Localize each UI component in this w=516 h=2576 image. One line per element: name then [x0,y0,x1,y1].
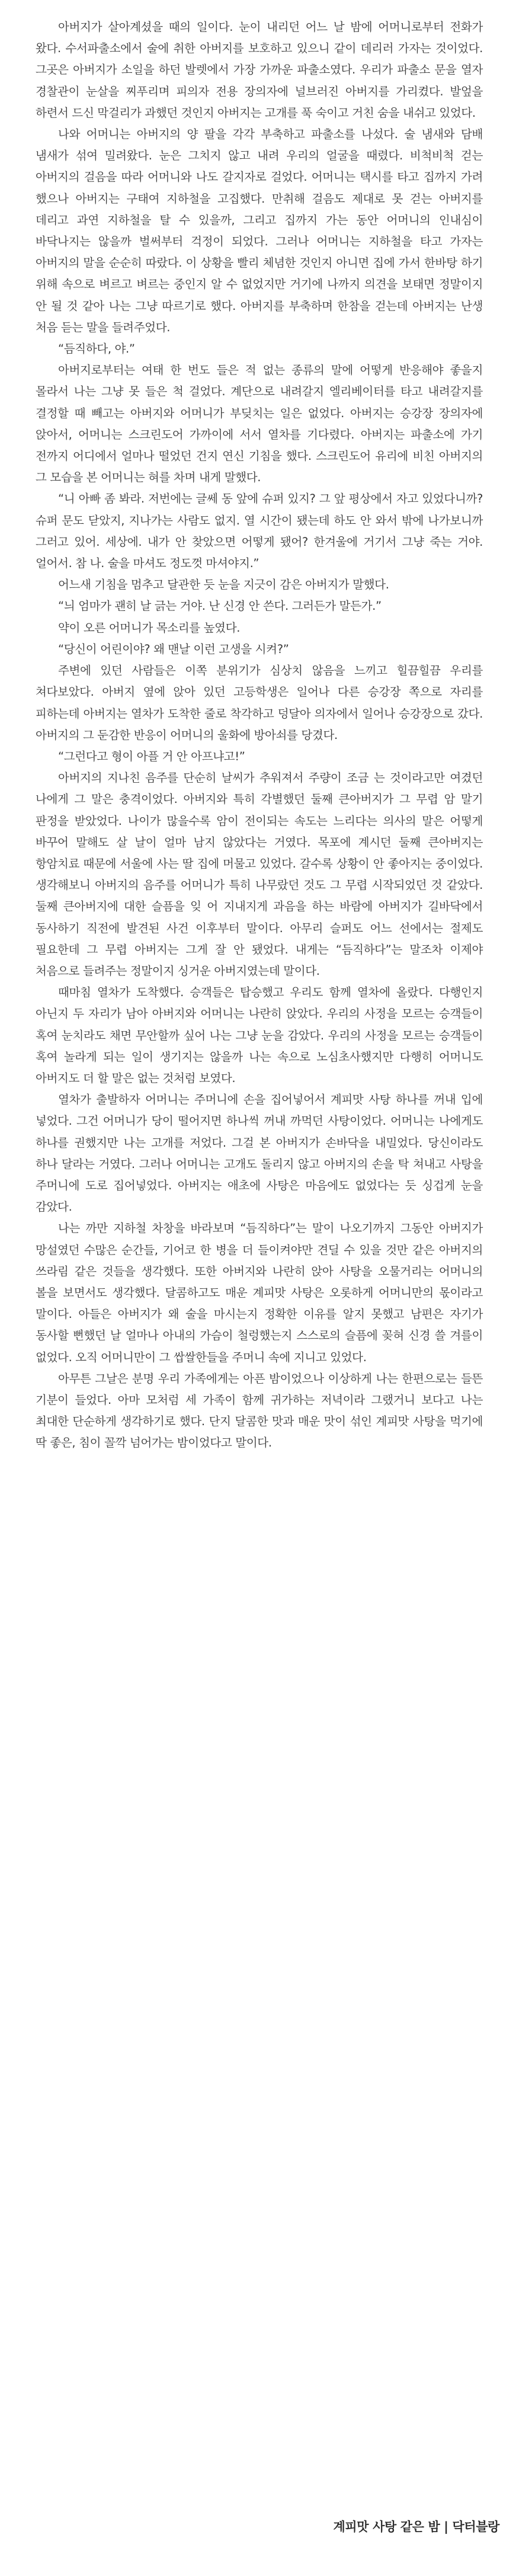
paragraph: 주변에 있던 사람들은 이쪽 분위기가 심상치 않음을 느끼고 힐끔힐끔 우리를 쳐다보았다. 아버지 옆에 앉아 있던 고등학생은 일어나 다른 승강장 쪽으로 자리를 피하는데 아버지는 열차가 도착한 줄로 착각하고 덩달아 의자에서 일어나 승강장으로 갔다. 아버지의 그 둔감한 반응이 어머니의 울화에 방아쇠를 당겼다. [36,664,483,742]
paragraph: 약이 오른 어머니가 목소리를 높였다. [58,620,241,635]
paragraph: 어느새 기침을 멈추고 달관한 듯 눈을 지긋이 감은 아버지가 말했다. [58,578,389,592]
article-body [36,17,483,1454]
paragraph: 열차가 출발하자 어머니는 주머니에 손을 집어넣어서 계피맛 사탕 하나를 꺼내 입에 넣었다. 그건 어머니가 당이 떨어지면 하나씩 꺼내 까먹던 사탕이었다. 어머니는 나에게도 하나를 권했지만 나는 고개를 저었다. 그걸 본 아버지가 손바닥을 내밀었다. 당신이라도 하나 달라는 거였다. 그러나 어머니는 고개도 돌리지 않고 아버지의 손을 탁 쳐내고 사탕을 주머니에 도로 집어넣었다. 아버지는 애초에 사탕은 마음에도 없었다는 듯 싱겁게 눈을 감았다. [36,1093,483,1214]
paragraph: “듬직하다, 야.” [58,342,135,356]
paragraph: “늬 엄마가 괜히 날 긁는 거야. 난 신경 안 쓴다. 그러든가 말든가.” [58,599,382,613]
article-signature: 계피맛 사탕 같은 밤 | 닥터블랑 [333,2520,499,2534]
paragraph: “그런다고 형이 아플 거 안 아프냐고!” [58,749,245,763]
paragraph: 아무튼 그날은 분명 우리 가족에게는 아픈 밤이었으나 이상하게 나는 한편으로는 들뜬 기분이 들었다. 아마 모처럼 세 가족이 함께 귀가하는 저녁이라 그랬거니 보다고 나는 최대한 단순하게 생각하기로 했다. 단지 달콤한 맛과 매운 맛이 섞인 계피맛 사탕을 먹기에 딱 좋은, 침이 꼴깍 넘어가는 밤이었다고 말이다. [36,1371,483,1450]
paragraph: 아버지가 살아계셨을 때의 일이다. 눈이 내리던 어느 날 밤에 어머니로부터 전화가 왔다. 수서파출소에서 술에 취한 아버지를 보호하고 있으니 같이 데리러 가자는 것이었다. 그곳은 아버지가 소일을 하던 발렛에서 가장 가까운 파출소였다. 우리가 파출소 문을 열자 경찰관이 눈살을 찌푸리며 피의자 전용 장의자에 널브러진 아버지를 가리켰다. 발엎을 하련서 드신 막걸리가 과했던 것인지 아버지는 고개를 푹 숙이고 거친 숨을 내쉬고 있었다. [36,20,483,120]
paragraph: 나는 까만 지하철 차창을 바라보며 “듬직하다”는 말이 나오기까지 그동안 아버지가 망설였던 수많은 순간들, 기어코 한 병을 더 들이켜야만 견딜 수 있을 것만 같은 아버지의 쓰라림 같은 것들을 생각했다. 또한 아버지와 나란히 앉아 사탕을 오물거리는 어머니의 볼을 보면서도 생각했다. 달콤하고도 매운 계피맛 사탕은 오롯하게 어머니만의 몫이라고 말이다. 아들은 아버지가 왜 술을 마시는지 정확한 이유를 알지 못했고 남편은 자기가 동사할 뻔했던 날 얼마나 아내의 가슴이 철렁했는지 스스로의 슬픔에 꽂혀 신경 쓸 겨를이 없었다. 오직 어머니만이 그 쌉쌀한들을 주머니 속에 지니고 있었다. [36,1221,483,1364]
paragraph: 나와 어머니는 아버지의 양 팔을 각각 부축하고 파출소를 나섰다. 술 냄새와 담배 냄새가 섞여 밀려왔다. 눈은 그치지 않고 내려 우리의 얼굴을 때렸다. 비척비척 걷는 아버지의 걸음을 따라 어머니와 나도 갈지자로 걸었다. 어머니는 택시를 타고 집까지 가려 했으나 아버지는 구태여 지하철을 고집했다. 만취해 걸음도 제대로 못 걷는 아버지를 데리고 과연 지하철을 탈 수 있을까, 그리고 집까지 가는 동안 어머니의 인내심이 바닥나지는 않을까 벌써부터 걱정이 되었다. 그러나 어머니는 지하철을 타고 가자는 아버지의 말을 순순히 따랐다. 이 상황을 빨리 체념한 것인지 아니면 집에 가서 한바탕 하기 위해 속으로 벼르고 벼르는 중인지 알 수 없었지만 거기에 나까지 의견을 보태면 정말이지 안 될 것 같아 나는 그냥 따르기로 했다. 아버지를 부축하며 한참을 걷는데 아버지는 난생 처음 듣는 말을 들려주었다. [36,127,483,334]
paragraph: “니 아빠 좀 봐라. 저번에는 글쎄 동 앞에 슈퍼 있지? 그 앞 평상에서 자고 있었다니까? 슈퍼 문도 닫았지, 지나가는 사람도 없지. 열 시간이 됐는데 하도 안 와서 밖에 나가보니까 그러고 있어. 세상에. 내가 안 찾았으면 어떻게 됐어? 한겨울에 거기서 그냥 죽는 거야. 얼어서. 참 나. 술을 마셔도 정도껏 마셔야지.” [36,492,483,571]
paragraph: “당신이 어린이야? 왜 맨날 이런 고생을 시켜?” [58,642,289,656]
paragraph: 아버지의 지나친 음주를 단순히 날씨가 추워져서 주량이 조금 는 것이라고만 여겼던 나에게 그 말은 충격이었다. 아버지와 특히 각별했던 둘째 큰아버지가 그 무렵 암 말기 판정을 받았었다. 나이가 많을수록 암이 전이되는 속도는 느리다는 의사의 말은 어떻게 바꾸어 말해도 살 날이 얼마 남지 않았다는 거였다. 목포에 계시던 둘째 큰아버지는 항암치료 때문에 서울에 사는 딸 집에 머물고 있었다. 갈수록 상황이 안 좋아지는 중이었다. 생각해보니 아버지의 음주를 어머니가 특히 나무랐던 것도 그 무렵 시작되었던 것 같았다. 둘째 큰아버지에 대한 슬픔을 잊 어 지내지게 과음을 하는 바람에 아버지가 길바닥에서 동사하기 직전에 발견된 사건 이후부터 말이다. 아무리 슬퍼도 어느 선에서는 절제도 필요한데 그 무렵 아버지는 그게 잘 안 됐었다. 내게는 “듬직하다”는 말조차 이제야 처음으로 들려주는 정말이지 싱거운 아버지였는데 말이다. [36,771,483,978]
paragraph: 때마침 열차가 도착했다. 승객들은 탑승했고 우리도 함께 열차에 올랐다. 다행인지 아닌지 두 자리가 남아 아버지와 어머니는 나란히 앉았다. 우리의 사정을 모르는 승객들이 혹여 눈치라도 채면 무안할까 싶어 나는 그냥 눈을 감았다. 우리의 사정을 모르는 승객들이 혹여 놀라게 되는 일이 생기지는 않을까 나는 속으로 노심초사했지만 다행히 어머니도 아버지도 더 할 말은 없는 것처럼 보였다. [36,985,483,1085]
paragraph: 아버지로부터는 여태 한 번도 들은 적 없는 종류의 말에 어떻게 반응해야 좋을지 몰라서 나는 그냥 못 들은 척 걸었다. 계단으로 내려갈지 엘리베이터를 타고 내려갈지를 결정할 때 빼고는 아버지와 어머니가 부딪치는 일은 없었다. 아버지는 승강장 장의자에 앉아서, 어머니는 스크린도어 가까이에 서서 열차를 기다렸다. 아버지는 파출소에 가기 전까지 어디에서 얼마나 떨었던 건지 연신 기침을 했다. 스크린도어 유리에 비친 아버지의 그 모습을 본 어머니는 혀를 차며 내게 말했다. [36,363,483,485]
